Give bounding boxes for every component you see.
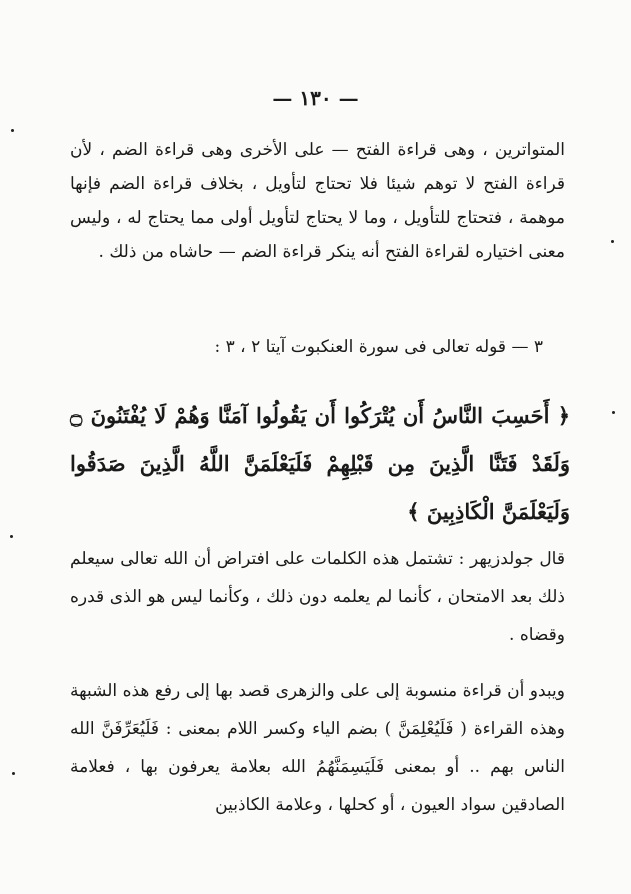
scan-speck-mark	[12, 772, 15, 775]
paragraph-3: ويبدو أن قراءة منسوبة إلى على والزهرى قصد بها إلى رفع هذه الشبهة وهذه القراءة ( فَلَيُعْلِمَنَّ ) بضم الياء وكسر اللام بمعنى : فَلَيُعَرِّفَنَّ الله الناس بهم .. أو بمعنى فَلَيَسِمَنَّهُمُ الله بعلامة يعرفون بها ، فعلامة الصادقين سواد العيون ، أو كحلها ، وعلامة الكاذبين	[70, 681, 565, 815]
section-heading: ٣ — قوله تعالى فى سورة العنكبوت آيتا ٢ ، ٣ :	[214, 337, 543, 357]
paragraph-1: المتواترين ، وهى قراءة الفتح — على الأخرى وهى قراءة الضم ، لأن قراءة الفتح لا توهم شيئا فلا تحتاج لتأويل ، بخلاف قراءة الضم فإنها موهمة ، فتحتاج للتأويل ، وما لا يحتاج لتأويل أولى مما يحتاج له ، وليس معنى اختياره لقراءة الفتح أنه ينكر قراءة الضم — حاشاه من ذلك .	[70, 140, 565, 262]
paragraph-2: قال جولدزيهر : تشتمل هذه الكلمات على افتراض أن الله تعالى سيعلم ذلك بعد الامتحان ، كأنما لم يعلمه دون ذلك ، وكأنما ليس هو الذى قدره وقضاه .	[70, 549, 565, 645]
page-number: — ١٣٠ —	[272, 86, 359, 110]
scan-speck-mark	[611, 240, 614, 243]
scan-speck-mark	[612, 411, 615, 414]
quran-verse: ﴿ أَحَسِبَ النَّاسُ أَن يُتْرَكُوا أَن يَقُولُوا آمَنَّا وَهُمْ لَا يُفْتَنُونَ ۝ وَلَقَدْ فَتَنَّا الَّذِينَ مِن قَبْلِهِمْ فَلَيَعْلَمَنَّ اللَّهُ الَّذِينَ صَدَقُوا وَلَيَعْلَمَنَّ الْكَاذِبِينَ ﴾	[70, 403, 570, 524]
scan-speck-mark	[11, 129, 14, 132]
scan-speck-mark	[10, 535, 13, 538]
